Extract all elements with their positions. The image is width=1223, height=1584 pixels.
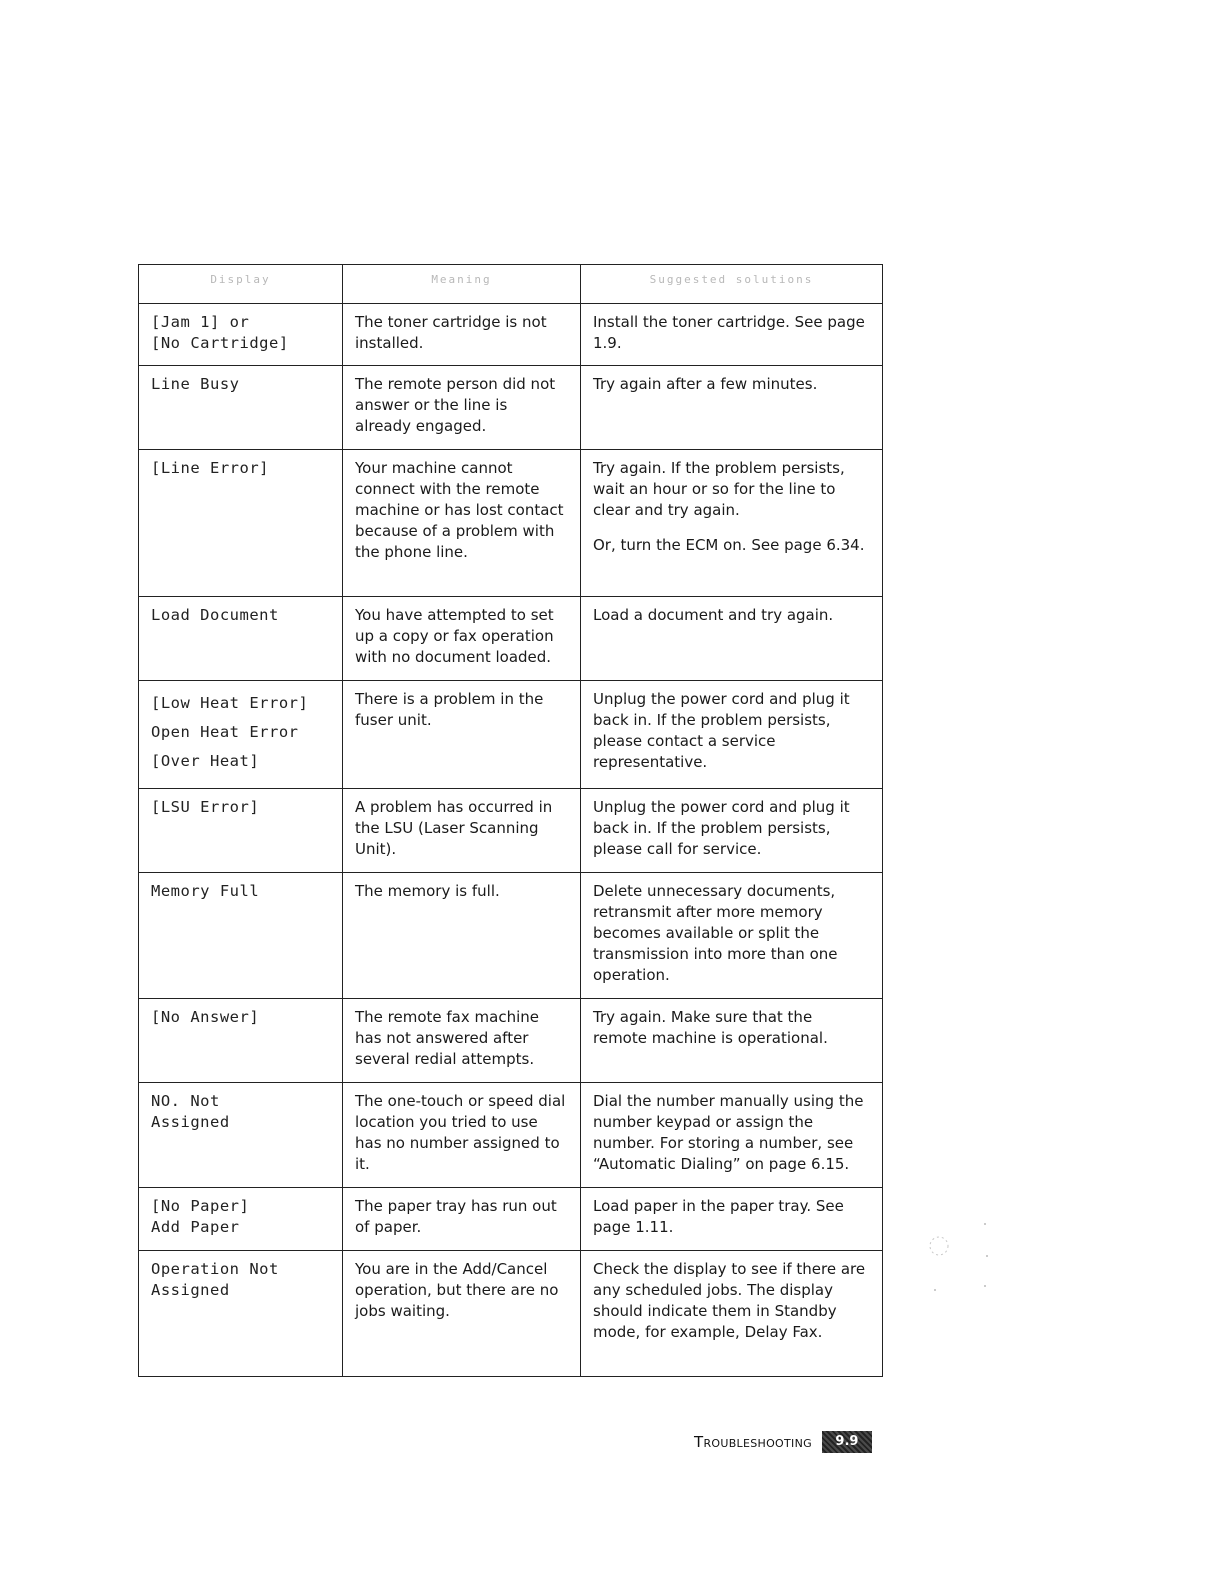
meaning-text: The one-touch or speed dial location you tried to use has no number assigned to it. <box>355 1092 566 1173</box>
display-message <box>139 1188 343 1251</box>
troubleshooting-table <box>138 264 883 1377</box>
solution-cell <box>581 999 883 1083</box>
display-line: [No Answer] <box>151 1008 260 1026</box>
table-row <box>139 1251 883 1377</box>
display-message <box>139 1083 343 1188</box>
display-message <box>139 1251 343 1377</box>
solution-cell <box>581 1083 883 1188</box>
meaning-text: The paper tray has run out of paper. <box>355 1197 557 1236</box>
scan-artifact-icon <box>915 1210 995 1300</box>
solution-text: Dial the number manually using the number keypad or assign the number. For storing a number, see “Automatic Dialing” on page 6.15. <box>593 1092 864 1173</box>
meaning-cell <box>343 450 581 597</box>
meaning-cell <box>343 1251 581 1377</box>
table-row <box>139 873 883 999</box>
solution-text: Load paper in the paper tray. See page 1.11. <box>593 1197 844 1236</box>
display-line: [Low Heat Error] <box>151 694 309 712</box>
section-title: Troubleshooting <box>694 1433 812 1451</box>
header-meaning: Meaning <box>343 265 581 304</box>
meaning-text: The remote person did not answer or the line is already engaged. <box>355 375 556 435</box>
display-message <box>139 597 343 681</box>
display-message <box>139 999 343 1083</box>
meaning-cell <box>343 681 581 789</box>
solution-text: Or, turn the ECM on. See page 6.34. <box>593 536 865 554</box>
header-display: Display <box>139 265 343 304</box>
display-message <box>139 681 343 789</box>
solution-text: Unplug the power cord and plug it back in. If the problem persists, please call for service. <box>593 798 850 858</box>
solution-cell <box>581 1251 883 1377</box>
meaning-text: The toner cartridge is not installed. <box>355 313 547 352</box>
display-line: Operation Not <box>151 1260 279 1278</box>
display-line: Line Busy <box>151 375 240 393</box>
page-footer <box>694 1430 872 1454</box>
meaning-cell <box>343 1083 581 1188</box>
display-line: [LSU Error] <box>151 798 260 816</box>
display-line: [Over Heat] <box>151 752 260 770</box>
meaning-cell <box>343 1188 581 1251</box>
display-line: NO. Not <box>151 1092 220 1110</box>
display-line: Load Document <box>151 606 279 624</box>
solution-cell <box>581 789 883 873</box>
solution-text: Load a document and try again. <box>593 606 834 624</box>
display-line: Open Heat Error <box>151 723 299 741</box>
table-row <box>139 999 883 1083</box>
meaning-text: The memory is full. <box>355 882 500 900</box>
solution-cell <box>581 304 883 366</box>
table-row <box>139 1083 883 1188</box>
display-message <box>139 366 343 450</box>
display-line: [Jam 1] or <box>151 313 250 331</box>
display-message <box>139 789 343 873</box>
meaning-cell <box>343 873 581 999</box>
meaning-text: A problem has occurred in the LSU (Laser Scanning Unit). <box>355 798 553 858</box>
header-solutions: Suggested solutions <box>581 265 883 304</box>
solution-text: Install the toner cartridge. See page 1.9. <box>593 313 865 352</box>
meaning-cell <box>343 366 581 450</box>
display-message <box>139 450 343 597</box>
solution-cell <box>581 873 883 999</box>
table-row <box>139 366 883 450</box>
meaning-text: The remote fax machine has not answered after several redial attempts. <box>355 1008 539 1068</box>
meaning-text: You have attempted to set up a copy or fax operation with no document loaded. <box>355 606 554 666</box>
solution-cell <box>581 366 883 450</box>
display-line: [No Cartridge] <box>151 334 289 352</box>
display-line: Add Paper <box>151 1218 240 1236</box>
display-line: Assigned <box>151 1281 230 1299</box>
meaning-cell <box>343 789 581 873</box>
solution-text: Delete unnecessary documents, retransmit after more memory becomes available or split the transmission into more than one operation. <box>593 882 838 984</box>
table-row <box>139 304 883 366</box>
display-line: [No Paper] <box>151 1197 250 1215</box>
solution-text: Try again. If the problem persists, wait an hour or so for the line to clear and try again. <box>593 459 845 519</box>
solution-text: Check the display to see if there are any scheduled jobs. The display should indicate them in Standby mode, for example, Delay Fax. <box>593 1260 866 1341</box>
meaning-text: You are in the Add/Cancel operation, but there are no jobs waiting. <box>355 1260 559 1320</box>
table-header-row <box>139 265 883 304</box>
solution-cell <box>581 681 883 789</box>
meaning-cell <box>343 999 581 1083</box>
table-row <box>139 789 883 873</box>
solution-cell <box>581 450 883 597</box>
table-row <box>139 450 883 597</box>
meaning-cell <box>343 597 581 681</box>
solution-cell <box>581 597 883 681</box>
page-number: 9.9 <box>822 1431 872 1453</box>
display-message <box>139 873 343 999</box>
table-row <box>139 597 883 681</box>
meaning-cell <box>343 304 581 366</box>
solution-text: Try again after a few minutes. <box>593 375 818 393</box>
meaning-text: There is a problem in the fuser unit. <box>355 690 544 729</box>
solution-text: Unplug the power cord and plug it back in. If the problem persists, please contact a service representative. <box>593 690 850 771</box>
display-line: [Line Error] <box>151 459 269 477</box>
table-row <box>139 1188 883 1251</box>
solution-text: Try again. Make sure that the remote machine is operational. <box>593 1008 828 1047</box>
solution-cell <box>581 1188 883 1251</box>
display-line: Assigned <box>151 1113 230 1131</box>
display-message <box>139 304 343 366</box>
meaning-text: Your machine cannot connect with the remote machine or has lost contact because of a problem with the phone line. <box>355 459 564 561</box>
display-line: Memory Full <box>151 882 260 900</box>
table-row <box>139 681 883 789</box>
